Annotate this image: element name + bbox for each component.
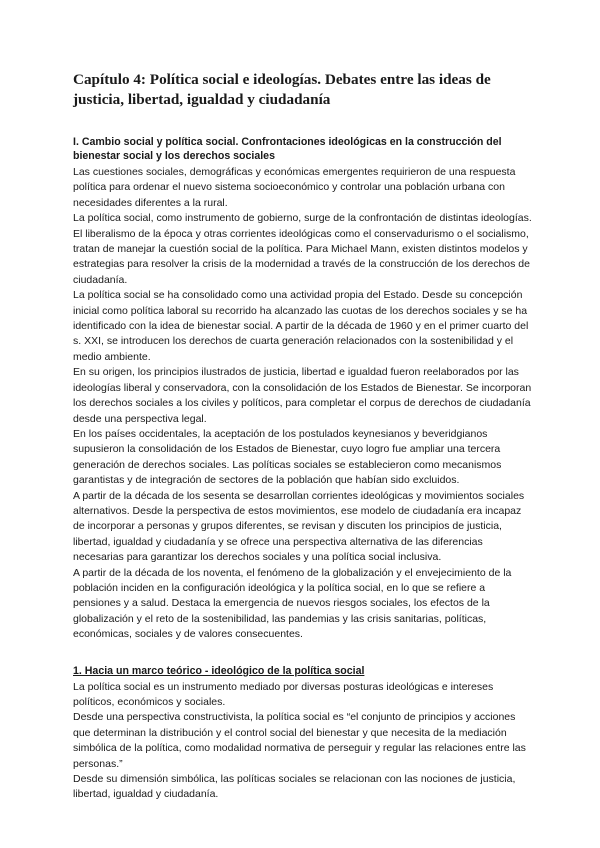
- paragraph: Desde una perspectiva constructivista, la política social es “el conjunto de principios y acciones que determinan la distribución y el control social del bienestar y que necesita de la mediación simbólica de la política, como modalidad normativa de perseguir y regular las relaciones entre las personas.”: [73, 711, 526, 770]
- chapter-title: Capítulo 4: Política social e ideologías. Debates entre las ideas de justicia, libertad, igualdad y ciudadanía: [73, 71, 491, 108]
- paragraph: A partir de la década de los noventa, el fenómeno de la globalización y el envejecimiento de la población inciden en la configuración ideológica y la política social, en lo que se refiere a pensiones y a salud. Destaca la emergencia de nuevos riesgos sociales, los efectos de la globalización y el reto de la sostenibilidad, las pandemias y las crisis sanitarias, políticas, económicas, sociales y de valores consecuentes.: [73, 566, 512, 641]
- paragraph: Las cuestiones sociales, demográficas y económicas emergentes requirieron de una respuesta política para ordenar el nuevo sistema socioeconómico y controlar una población urbana con necesidades diferentes a la rural.: [73, 166, 516, 209]
- section-title: I. Cambio social y política social. Confrontaciones ideológicas en la construcción del bienestar social y los derechos sociales: [73, 136, 502, 162]
- document-content: [73, 70, 535, 803]
- paragraph: A partir de la década de los sesenta se desarrollan corrientes ideológicas y movimientos sociales alternativos. Desde la perspectiva de estos movimientos, ese modelo de ciudadanía era incapaz de incorporar a personas y grupos diferentes, se revisan y discuten los principios de justicia, libertad, igualdad y ciudadanía y se ofrece una perspectiva alternativa de las diferencias necesarias para garantizar los derechos sociales y una política social inclusiva.: [73, 489, 525, 564]
- paragraph: En su origen, los principios ilustrados de justicia, libertad e igualdad fueron reelaborados por las ideologías liberal y conservadora, con la consolidación de los Estados de Bienestar. Se incorporan los derechos sociales a los civiles y políticos, para completar el corpus de derechos de ciudadanía desde una perspectiva legal.: [73, 366, 532, 425]
- paragraph: Desde su dimensión simbólica, las políticas sociales se relacionan con las nociones de justicia, libertad, igualdad y ciudadanía.: [73, 773, 516, 801]
- paragraph: La política social es un instrumento mediado por diversas posturas ideológicas e intereses políticos, económicos y sociales.: [73, 680, 494, 708]
- subsection-title: 1. Hacia un marco teórico - ideológico de la política social: [73, 664, 365, 677]
- paragraph: La política social se ha consolidado como una actividad propia del Estado. Desde su concepción inicial como política laboral su recorrido ha alcanzado las cuotas de los derechos sociales y se ha identificado con la idea de bienestar social. A partir de la década de 1960 y en el primer cuarto del s. XXI, se introducen los derechos de cuarta generación relacionados con la sostenibilidad y el medio ambiente.: [73, 289, 529, 363]
- paragraph: En los países occidentales, la aceptación de los postulados keynesianos y beveridgianos supusieron la consolidación de los Estados de Bienestar, cuyo logro fue ampliar una tercera generación de derechos sociales. Las políticas sociales se establecieron como mecanismos garantistas y de integración de sectores de la población que habían sido excluidos.: [73, 427, 502, 487]
- paragraph: La política social, como instrumento de gobierno, surge de la confrontación de distintas ideologías. El liberalismo de la época y otras corrientes ideológicas como el conservadurismo o el socialismo, tratan de manejar la cuestión social de la política. Para Michael Mann, existen distintos modelos y estrategias para resolver la crisis de la modernidad a través de la construcción de los derechos de ciudadanía.: [73, 212, 532, 286]
